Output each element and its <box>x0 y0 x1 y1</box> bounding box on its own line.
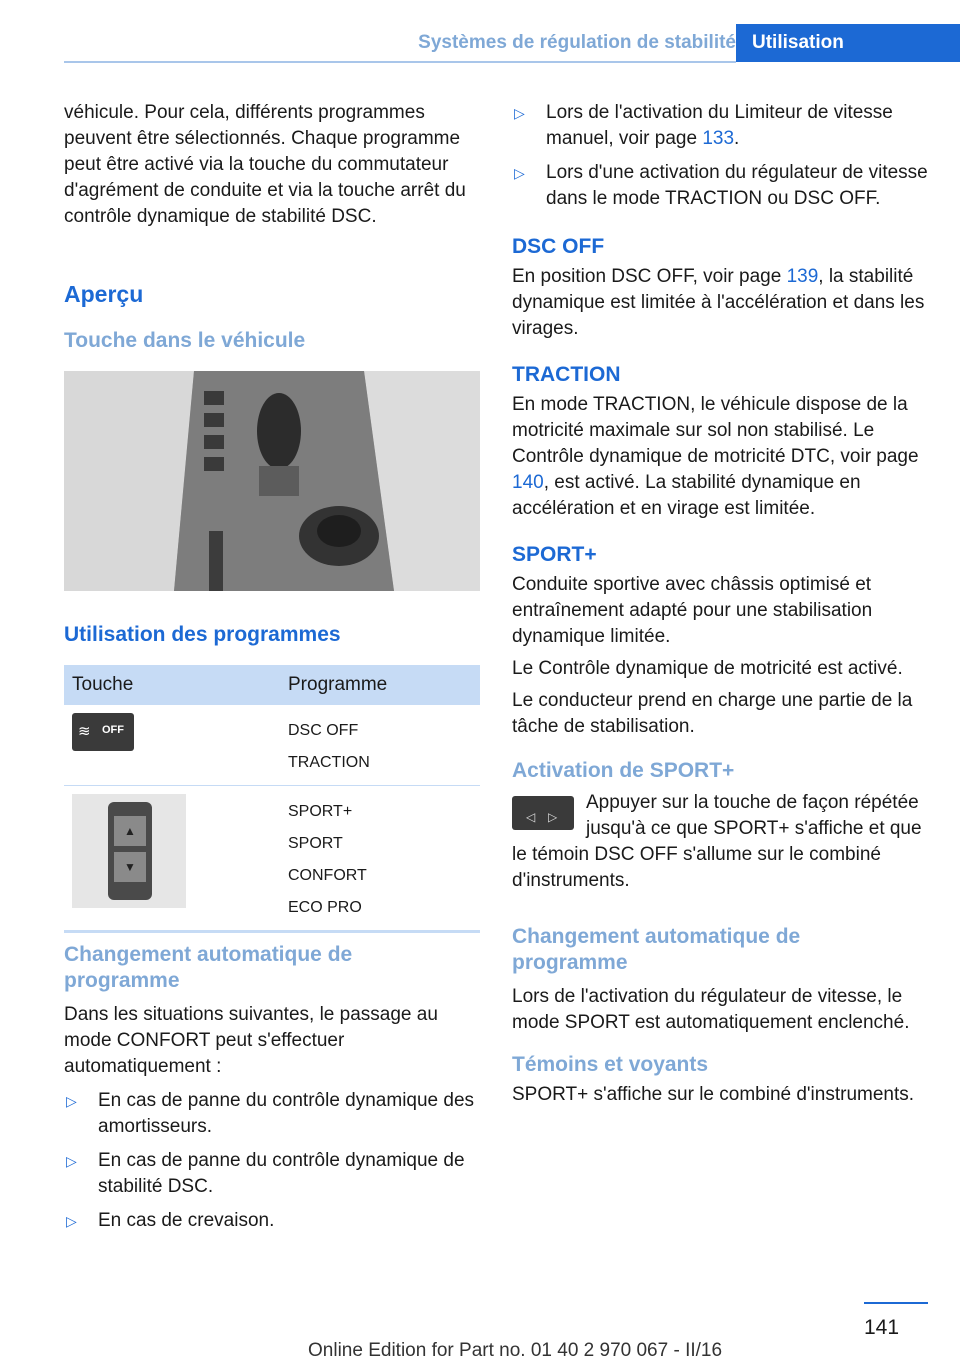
program-confort: CONFORT <box>288 867 367 884</box>
sport-plus-heading: SPORT+ <box>512 543 597 566</box>
list-item: ▷ Lors de l'activation du Limiteur de vitesse manuel, voir page 133. <box>514 102 893 149</box>
program-sport: SPORT <box>288 835 343 852</box>
traction-heading: TRACTION <box>512 363 621 386</box>
apercu-heading: Aperçu <box>64 281 144 307</box>
triangle-right-outline-icon: ▷ <box>514 105 525 121</box>
auto-change-heading-right: Changement automatique de programme <box>512 925 801 974</box>
table-row <box>64 786 480 933</box>
list-item: ▷ Lors d'une activation du régulateur de vitesse dans le mode TRACTION ou DSC OFF. <box>514 162 928 209</box>
sport-button-icon: ◁ ▷ <box>512 796 574 830</box>
auto-change-text-left: Dans les situations suivantes, le passage au mode CONFORT peut s'effectuer automatiquement : <box>64 1004 438 1077</box>
dsc-off-heading: DSC OFF <box>512 235 605 258</box>
triangle-right-outline-icon: ▷ <box>66 1153 77 1169</box>
chapter-tab: Utilisation <box>736 24 960 62</box>
auto-change-heading-left: Changement automatique de programme <box>64 943 353 992</box>
program-dsc-off: DSC OFF <box>288 722 359 739</box>
traction-text: En mode TRACTION, le véhicule dispose de la motricité maximale sur sol non stabilisé. Le Contrôle dynamique de motricité DTC, voir page 140, est activé. La stabilité dynamique en accélération et en virage est limitée. <box>512 394 919 519</box>
table-col-touche: Touche <box>72 674 134 695</box>
intro-paragraph: véhicule. Pour cela, différents programmes peuvent être sélectionnés. Chaque programme peut être activé via la touche du commutateur d'agrément de conduite et via la touche arrêt du contrôle dynamique de stabilité DSC. <box>64 102 466 227</box>
edition-note: Online Edition for Part no. 01 40 2 970 067 - II/16 <box>308 1340 723 1361</box>
sport-plus-text-1: Conduite sportive avec châssis optimisé et entraînement adapté pour une stabilisation dynamique limitée. <box>512 574 873 647</box>
activation-text: Appuyer sur la touche de façon répétée jusqu'à ce que SPORT+ s'affiche et que le témoin DSC OFF s'allume sur le combiné d'instruments. <box>512 792 922 891</box>
page-header <box>64 24 960 62</box>
left-column <box>64 100 482 354</box>
driving-mode-switch-icon: ▲ ▼ <box>72 794 186 908</box>
utilisation-heading: Utilisation des programmes <box>64 623 341 646</box>
console-illustration <box>64 371 480 591</box>
right-column <box>512 100 928 1108</box>
dsc-off-button-icon: ≋ OFF <box>72 713 134 751</box>
temoins-heading: Témoins et voyants <box>512 1053 709 1076</box>
program-sport-plus: SPORT+ <box>288 803 353 820</box>
activation-heading: Activation de SPORT+ <box>512 759 735 782</box>
sport-plus-text-3: Le conducteur prend en charge une partie de la tâche de stabilisation. <box>512 690 913 737</box>
page-link-140[interactable]: 140 <box>512 472 544 493</box>
triangle-right-outline-icon: ▷ <box>514 165 525 181</box>
header-rule <box>64 61 736 63</box>
activation-block <box>512 790 928 894</box>
page-link-133[interactable]: 133 <box>702 128 735 149</box>
list-item: ▷ En cas de crevaison. <box>64 1208 482 1234</box>
page-number: 141 <box>864 1316 900 1339</box>
auto-change-list <box>64 1088 482 1234</box>
table-col-programme: Programme <box>288 674 388 695</box>
temoins-text: SPORT+ s'affiche sur le combiné d'instruments. <box>512 1084 915 1105</box>
footer-rule <box>864 1302 928 1304</box>
touche-heading: Touche dans le véhicule <box>64 329 306 352</box>
page-link-139[interactable]: 139 <box>786 266 819 287</box>
list-item: ▷ En cas de panne du contrôle dynamique de stabilité DSC. <box>66 1150 465 1197</box>
sport-plus-text-2: Le Contrôle dynamique de motricité est activé. <box>512 658 903 679</box>
program-traction: TRACTION <box>288 754 370 771</box>
triangle-right-outline-icon: ▷ <box>66 1093 77 1109</box>
auto-change-text-right: Lors de l'activation du régulateur de vitesse, le mode SPORT est automatiquement enclenché. <box>512 986 910 1033</box>
left-lower <box>64 942 482 1234</box>
vehicle-console-photo <box>64 371 480 591</box>
dsc-off-text: En position DSC OFF, voir page 139, la stabilité dynamique est limitée à l'accélération et dans les virages. <box>512 266 925 339</box>
program-table <box>64 665 480 933</box>
triangle-right-outline-icon: ▷ <box>66 1213 77 1229</box>
section-title: Systèmes de régulation de stabilité <box>418 32 736 53</box>
table-row <box>64 705 480 786</box>
limiter-list <box>512 100 928 212</box>
list-item: ▷ En cas de panne du contrôle dynamique des amortisseurs. <box>66 1090 475 1137</box>
table-header <box>64 665 480 705</box>
program-eco-pro: ECO PRO <box>288 899 362 916</box>
